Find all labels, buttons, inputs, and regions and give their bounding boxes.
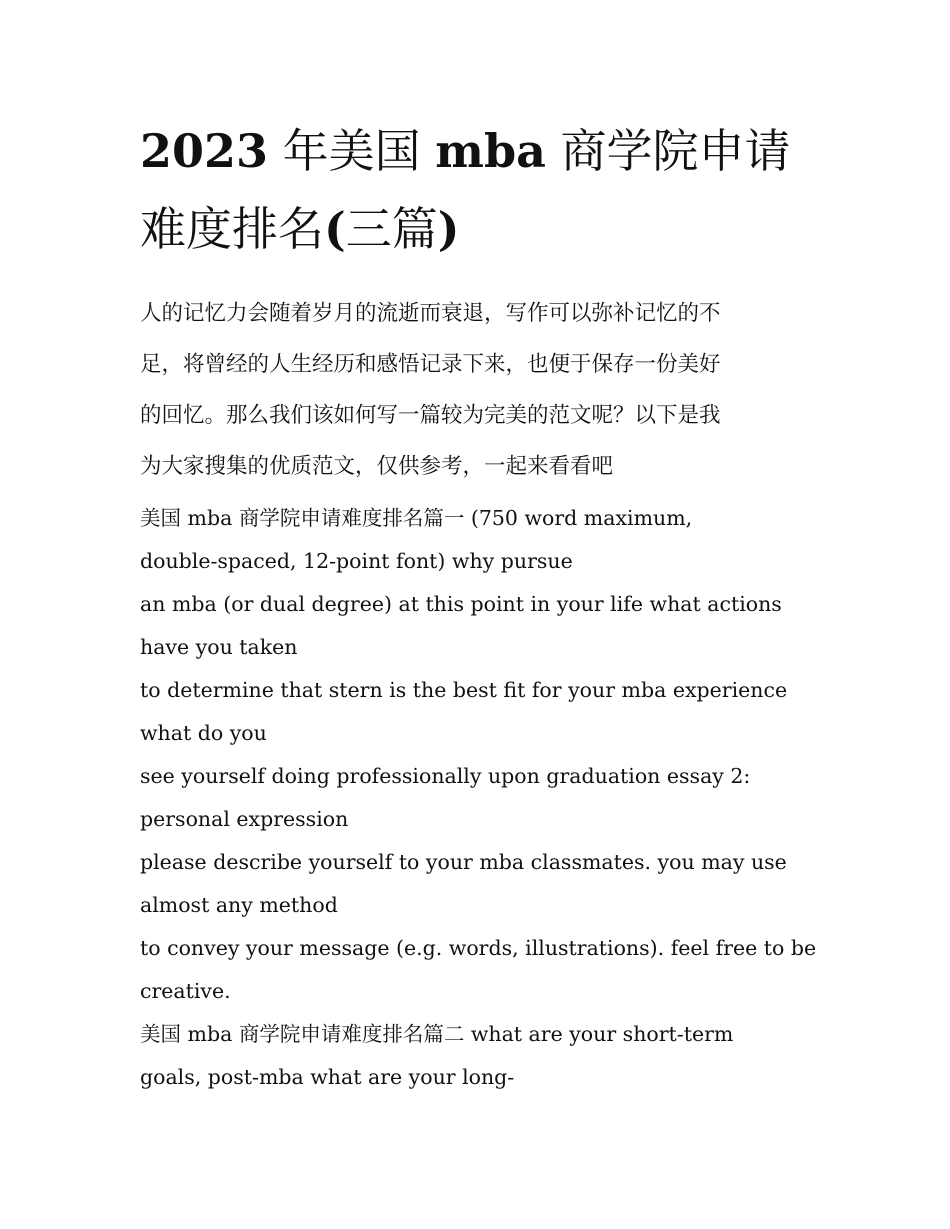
title-text-d: 三篇 (345, 202, 438, 256)
intro-line: 为大家搜集的优质范文，仅供参考，一起来看看吧 (140, 454, 614, 479)
title-text-a: 年美国 (268, 124, 436, 178)
title-line-1 (140, 112, 820, 190)
title-mba: mba (435, 124, 546, 178)
body-line: goals, post-mba what are your long- (140, 1065, 515, 1089)
document-page (140, 112, 820, 1098)
body-line: see yourself doing professionally upon graduation essay 2: (140, 764, 751, 788)
title-paren-close: ) (437, 202, 460, 256)
body-paragraph (140, 582, 820, 668)
body-line: personal expression (140, 807, 349, 831)
body-line: an mba (or dual degree) at this point in your life what actions (140, 592, 782, 616)
body-line: have you taken (140, 635, 298, 659)
body-paragraph (140, 496, 820, 582)
title-text-b: 商学院申请 (545, 124, 791, 178)
title-text-c: 难度排名 (140, 202, 324, 256)
body-paragraph (140, 754, 820, 840)
title-year: 2023 (140, 124, 269, 178)
body-paragraph (140, 1012, 820, 1098)
body-line: what do you (140, 721, 267, 745)
body-paragraph (140, 840, 820, 926)
body-line: creative. (140, 979, 231, 1003)
intro-line: 人的记忆力会随着岁月的流逝而衰退，写作可以弥补记忆的不 (140, 301, 721, 326)
intro-line: 的回忆。那么我们该如何写一篇较为完美的范文呢？以下是我 (140, 403, 721, 428)
title-paren-open: ( (324, 202, 346, 256)
body-line: double-spaced, 12-point font) why pursue (140, 549, 573, 573)
body-paragraph (140, 668, 820, 754)
intro-line: 足，将曾经的人生经历和感悟记录下来，也便于保存一份美好 (140, 352, 721, 377)
body-line: please describe yourself to your mba classmates. you may use (140, 850, 787, 874)
body-line: 美国 mba 商学院申请难度排名篇一 (750 word maximum, (140, 506, 693, 530)
intro-paragraph (140, 288, 820, 492)
document-title (140, 112, 820, 268)
body-paragraph (140, 926, 820, 1012)
essay-body (140, 496, 820, 1098)
title-line-2 (140, 190, 820, 268)
body-line: to determine that stern is the best fit for your mba experience (140, 678, 788, 702)
body-line: to convey your message (e.g. words, illustrations). feel free to be (140, 936, 817, 960)
body-line: almost any method (140, 893, 338, 917)
body-line: 美国 mba 商学院申请难度排名篇二 what are your short-term (140, 1022, 734, 1046)
